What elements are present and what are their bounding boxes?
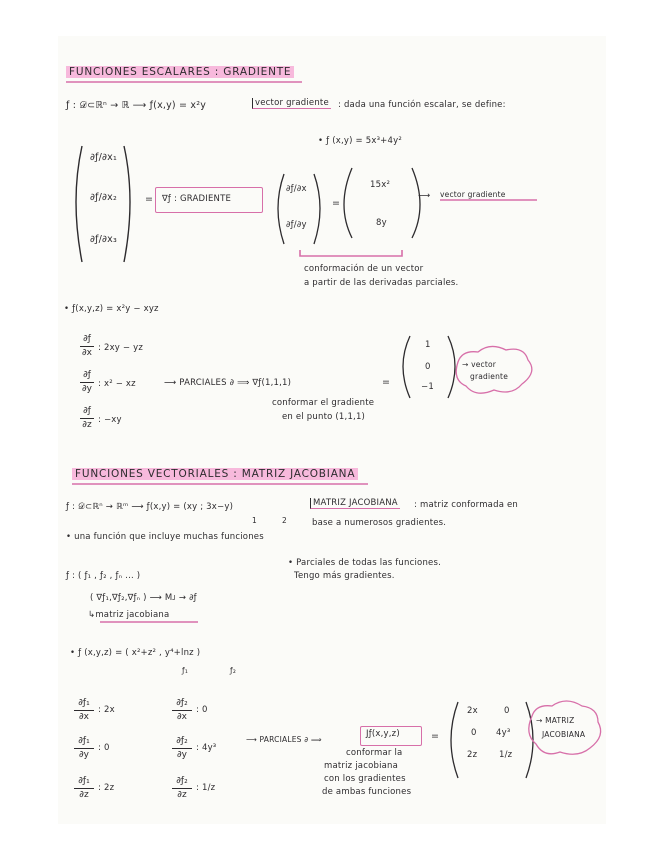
partial-value: : 2x (98, 705, 115, 715)
cloud-label: → vector (462, 360, 497, 369)
equals-sign: = (431, 731, 440, 742)
conformar-text: conformar la (346, 748, 403, 758)
definition-text: : dada una función escalar, se define: (338, 100, 506, 110)
paren-right (314, 174, 320, 244)
parciales-arrow: ⟶ PARCIALES ∂ ⟹ ∇ƒ(1,1,1) (164, 378, 292, 388)
conformar-text: de ambas funciones (322, 787, 412, 797)
cloud-outline (456, 346, 532, 393)
note-text: • Parciales de todas las funciones. (288, 558, 441, 568)
conformacion-text: a partir de las derivadas parciales. (304, 278, 459, 288)
component-label: ƒ₁ (182, 666, 189, 675)
cloud-outline (529, 701, 601, 754)
underbrace (300, 250, 402, 256)
paren-left (76, 146, 82, 262)
section-title: FUNCIONES VECTORIALES : MATRIZ JACOBIANA (72, 468, 358, 480)
component-label: ƒ₂ (230, 666, 237, 675)
component-label: 2 (282, 516, 287, 525)
example2-function: • ƒ(x,y,z) = x²y − xyz (64, 304, 159, 314)
jacobian-label: Jƒ(x,y,z) (366, 729, 400, 739)
vector-gradiente-label: vector gradiente (252, 98, 331, 109)
section-title: FUNCIONES ESCALARES : GRADIENTE (66, 66, 294, 78)
equals-sign: = (332, 198, 341, 209)
paren-left (451, 702, 458, 778)
gradient-component: ∂ƒ/∂x₂ (90, 192, 118, 203)
definition-text: : matriz conformada en (414, 500, 519, 510)
nabla-gradient-label: ∇ƒ : GRADIENTE (162, 194, 232, 204)
matrix-entry: 0 (471, 728, 477, 738)
gradient-component: ∂ƒ/∂x₃ (90, 234, 118, 245)
matrix-entry: 0 (504, 706, 510, 716)
note-text: Tengo más gradientes. (294, 571, 395, 581)
partial-fraction: ∂ƒ₂ ∂z (172, 776, 192, 801)
gradient-set: ( ∇ƒ₁,∇ƒ₂,∇ƒₙ ) ⟶ Mᴊ → ∂ƒ (90, 593, 197, 603)
partial-value: : x² − xz (98, 379, 136, 389)
example-result: 15x² (370, 180, 391, 190)
gradient-component: ∂ƒ/∂x₁ (90, 152, 118, 163)
partial-fraction: ∂ƒ₂ ∂y (172, 736, 192, 761)
partial-fraction: ∂ƒ₁ ∂x (74, 698, 94, 723)
partial-value: : 2z (98, 783, 115, 793)
conformar-text: en el punto (1,1,1) (282, 412, 366, 422)
partial-value: : 4y³ (196, 743, 217, 753)
partial-fraction: ∂ƒ₁ ∂z (74, 776, 94, 801)
partial-value: : 0 (196, 705, 208, 715)
partial-fraction: ∂ƒ₂ ∂x (172, 698, 192, 723)
matrix-entry: 2x (467, 706, 478, 716)
cloud-label: → MATRIZ (536, 716, 575, 725)
paren-right (448, 336, 455, 398)
cloud-label: JACOBIANA (542, 730, 586, 739)
paren-left (403, 336, 410, 398)
partial-value: : 2xy − yz (98, 343, 144, 353)
paren-left (344, 168, 352, 238)
partial-fraction: ∂ƒ ∂y (80, 370, 94, 395)
matrix-entry: 4y³ (496, 728, 511, 738)
conformacion-text: conformación de un vector (304, 264, 424, 274)
component-label: 1 (252, 516, 257, 525)
vector-function: • ƒ (x,y,z) = ( x²+z² , y⁴+lnz ) (70, 648, 201, 658)
definition-text: base a numerosos gradientes. (312, 518, 447, 528)
conformar-text: con los gradientes (324, 774, 406, 784)
vector-gradiente-arrow-label: vector gradiente (440, 190, 506, 199)
result-entry: −1 (421, 382, 434, 392)
matrix-entry: 1/z (499, 750, 513, 760)
conformar-text: conformar el gradiente (272, 398, 375, 408)
definition-line: ƒ : 𝒟⊂ℝⁿ → ℝ ⟶ ƒ(x,y) = x²y (66, 100, 207, 111)
result-entry: 0 (425, 362, 431, 372)
partial-value: : 1/z (196, 783, 216, 793)
definition-line: ƒ : 𝒟⊂ℝⁿ → ℝᵐ ⟶ ƒ(x,y) = (xy ; 3x−y) (66, 502, 234, 512)
result-entry: 1 (425, 340, 431, 350)
partial-value: : 0 (98, 743, 110, 753)
partial-value: : −xy (98, 415, 122, 425)
paren-right (124, 146, 130, 262)
matriz-jacobiana-label: MATRIZ JACOBIANA (310, 498, 400, 509)
example-result: 8y (376, 218, 387, 228)
parciales-arrow: ⟶ PARCIALES ∂ ⟹ (246, 735, 322, 744)
example-function: • ƒ (x,y) = 5x³+4y² (318, 136, 402, 146)
matrix-entry: 2z (467, 750, 478, 760)
cloud-label: gradiente (470, 372, 509, 381)
equals-sign: = (382, 377, 391, 388)
matriz-jacobiana-note: ↳matriz jacobiana (88, 610, 170, 620)
example-partial: ∂ƒ/∂x (286, 184, 307, 194)
example-partial: ∂ƒ/∂y (286, 220, 307, 230)
paren-right (412, 168, 420, 238)
arrow-icon: ⟶ (418, 191, 431, 201)
function-set: ƒ : ( ƒ₁ , ƒ₂ , ƒₙ ... ) (66, 571, 141, 581)
partial-fraction: ∂ƒ ∂z (80, 406, 94, 431)
equals-sign: = (145, 194, 154, 205)
conformar-text: matriz jacobiana (324, 761, 399, 771)
partial-fraction: ∂ƒ ∂x (80, 334, 94, 359)
paren-left (278, 174, 284, 244)
bullet-text: • una función que incluye muchas funciones (66, 532, 264, 542)
partial-fraction: ∂ƒ₁ ∂y (74, 736, 94, 761)
